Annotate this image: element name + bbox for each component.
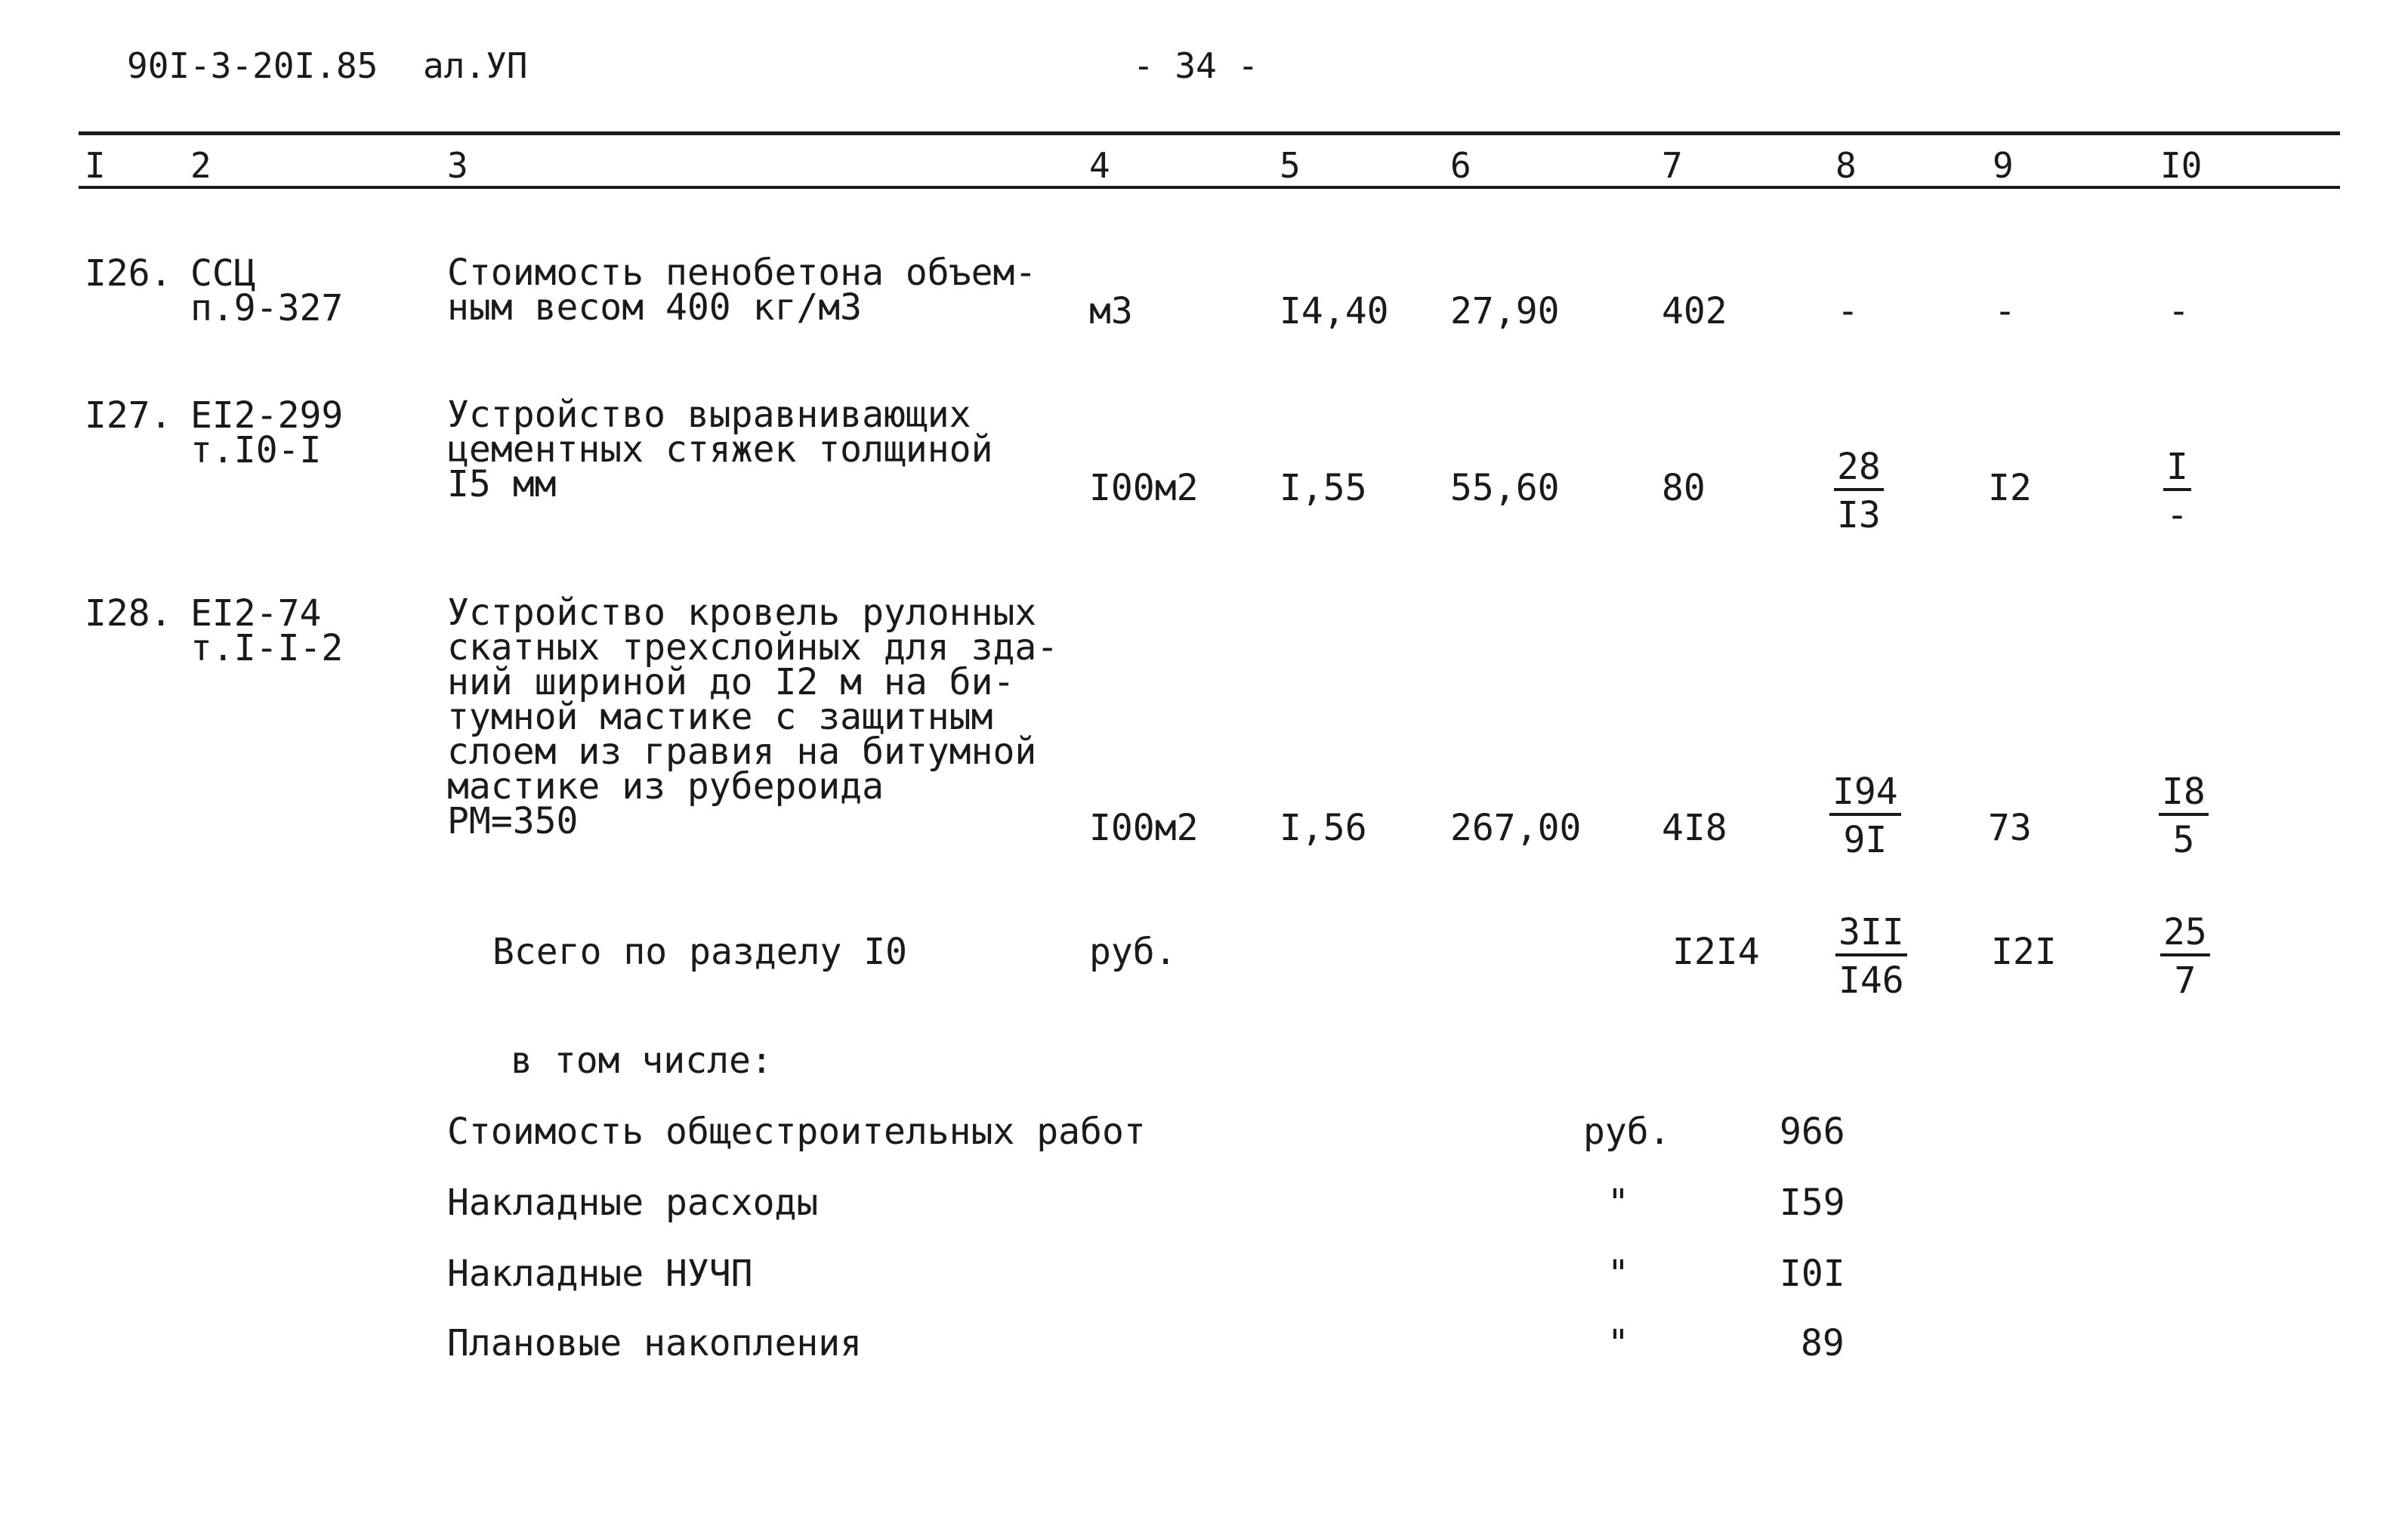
album-label: ал.УП xyxy=(423,45,528,86)
unit: I00м2 xyxy=(1089,807,1199,849)
breakdown-value: 89 xyxy=(1801,1322,1845,1364)
row-number: I26. xyxy=(85,252,172,295)
col9-value: I2I xyxy=(1991,931,2057,973)
fraction-numerator: 25 xyxy=(2160,914,2210,956)
total-cost: 402 xyxy=(1662,290,1727,332)
breakdown-value: 966 xyxy=(1780,1111,1845,1153)
quantity: I,55 xyxy=(1280,467,1367,509)
section-total-cost: I2I4 xyxy=(1672,931,1760,973)
col8-fraction xyxy=(1829,771,1901,861)
unit: I00м2 xyxy=(1089,467,1199,509)
price-code: EI2-74 xyxy=(190,592,322,635)
breakdown-value: I0I xyxy=(1780,1253,1845,1295)
fraction-numerator: 28 xyxy=(1834,449,1884,491)
row-number: I27. xyxy=(85,394,172,437)
fraction-denominator: 9I xyxy=(1843,819,1888,861)
breakdown-unit: " xyxy=(1607,1322,1629,1364)
column-header-6: 6 xyxy=(1450,145,1471,186)
col10-fraction xyxy=(2163,446,2191,536)
column-header-1: I xyxy=(85,145,106,186)
col9-value: 73 xyxy=(1988,807,2032,849)
row-number: I28. xyxy=(85,592,172,635)
price-code: ССЦ xyxy=(190,252,256,295)
fraction-denominator: 7 xyxy=(2174,959,2197,1002)
quantity: I4,40 xyxy=(1280,290,1389,332)
price-code-ref: т.I0-I xyxy=(190,429,322,471)
fraction-numerator: I8 xyxy=(2159,774,2209,816)
page-number: - 34 - xyxy=(1133,45,1259,86)
fraction-numerator: I xyxy=(2163,449,2191,491)
column-header-7: 7 xyxy=(1662,145,1683,186)
header-rule xyxy=(79,186,2340,189)
fraction-numerator: 3II xyxy=(1835,914,1907,956)
unit-price: 267,00 xyxy=(1450,807,1582,849)
work-description: Устройство выравнивающих цементных стяжек толщиной I5 мм xyxy=(447,394,993,505)
total-cost: 80 xyxy=(1662,467,1706,509)
work-description: Стоимость пенобетона объем- ным весом 400 кг/м3 xyxy=(447,252,1037,329)
col8-fraction xyxy=(1834,446,1884,536)
fraction-denominator: I46 xyxy=(1838,959,1904,1002)
total-cost: 4I8 xyxy=(1662,807,1727,849)
price-code: EI2-299 xyxy=(190,394,344,437)
fraction-denominator: I3 xyxy=(1837,494,1881,536)
breakdown-unit: руб. xyxy=(1583,1111,1671,1153)
quantity: I,56 xyxy=(1280,807,1367,849)
column-header-2: 2 xyxy=(190,145,211,186)
column-header-5: 5 xyxy=(1280,145,1301,186)
column-header-4: 4 xyxy=(1089,145,1110,186)
document-code: 90I-3-20I.85 xyxy=(127,45,378,86)
section-total-unit: руб. xyxy=(1089,931,1177,973)
section-total-label: Всего по разделу I0 xyxy=(492,931,908,973)
unit-price: 55,60 xyxy=(1450,467,1560,509)
price-code-ref: т.I-I-2 xyxy=(190,627,344,669)
price-code-ref: п.9-327 xyxy=(190,287,344,329)
col8-value: - xyxy=(1837,290,1859,332)
col10-fraction xyxy=(2160,911,2210,1002)
column-header-8: 8 xyxy=(1835,145,1857,186)
col9-value: I2 xyxy=(1988,467,2032,509)
breakdown-label: Накладные НУЧП xyxy=(447,1253,753,1295)
unit-price: 27,90 xyxy=(1450,290,1560,332)
fraction-denominator: 5 xyxy=(2172,819,2195,861)
col10-value: - xyxy=(2168,290,2190,332)
breakdown-label: Стоимость общестроительных работ xyxy=(447,1111,1146,1153)
col9-value: - xyxy=(1994,290,2016,332)
col8-fraction xyxy=(1835,911,1907,1002)
breakdown-label: Накладные расходы xyxy=(447,1182,819,1224)
fraction-numerator: I94 xyxy=(1829,774,1901,816)
breakdown-unit: " xyxy=(1607,1253,1629,1295)
including-label: в том числе: xyxy=(511,1040,773,1082)
work-description: Устройство кровель рулонных скатных трехслойных для зда- ний шириной до I2 м на би- тумной мастике с защитным слоем из гравия на битумной мастике из рубероида РМ=350 xyxy=(447,592,1059,842)
column-header-10: I0 xyxy=(2160,145,2203,186)
top-rule xyxy=(79,131,2340,135)
column-header-9: 9 xyxy=(1993,145,2014,186)
breakdown-unit: " xyxy=(1607,1182,1629,1224)
col10-fraction xyxy=(2159,771,2209,861)
unit: м3 xyxy=(1089,290,1133,332)
fraction-denominator: - xyxy=(2166,494,2188,536)
breakdown-label: Плановые накопления xyxy=(447,1322,863,1364)
breakdown-value: I59 xyxy=(1780,1182,1845,1224)
column-header-3: 3 xyxy=(447,145,468,186)
